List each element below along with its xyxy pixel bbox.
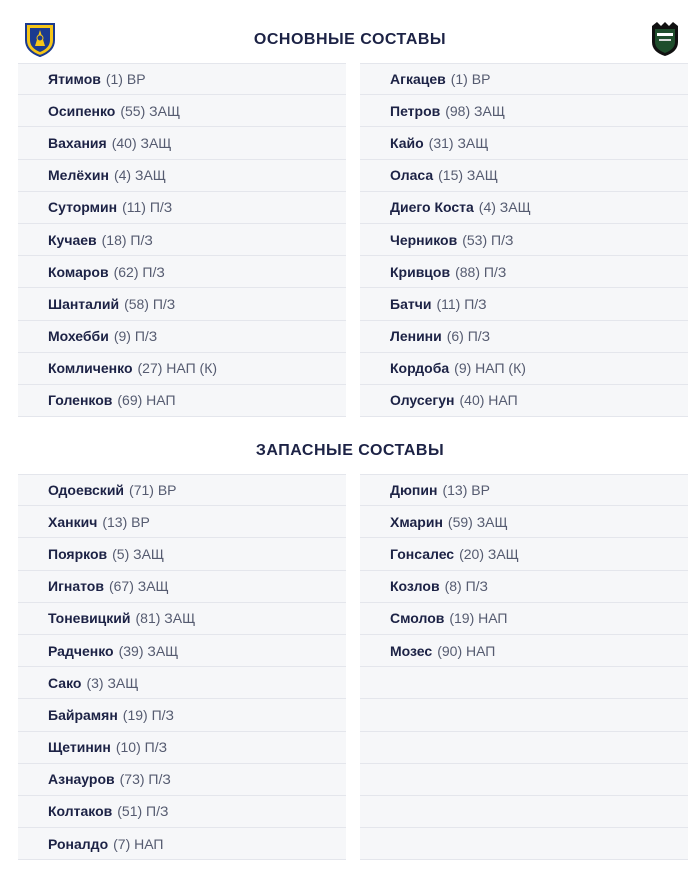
player-number-position: (7) НАП xyxy=(113,835,164,852)
player-number-position: (90) НАП xyxy=(437,642,496,659)
player-name: Петров xyxy=(390,102,441,119)
player-number-position: (1) ВР xyxy=(105,71,146,88)
player-number-position: (27) НАП (К) xyxy=(137,360,218,377)
player-name: Радченко xyxy=(48,642,114,659)
player-row xyxy=(360,127,688,159)
player-name: Диего Коста xyxy=(390,199,474,216)
player-row xyxy=(18,732,346,764)
player-name: Кривцов xyxy=(390,263,451,280)
player-row xyxy=(18,764,346,796)
player-number-position: (10) П/З xyxy=(115,739,168,756)
player-row xyxy=(18,63,346,95)
player-name: Черников xyxy=(390,231,458,248)
player-name: Колтаков xyxy=(48,803,113,820)
away-starters-list xyxy=(360,63,688,418)
player-row xyxy=(360,474,688,506)
player-number-position: (39) ЗАЩ xyxy=(118,642,179,659)
player-row xyxy=(18,603,346,635)
player-name: Агкацев xyxy=(390,71,446,88)
player-row xyxy=(360,160,688,192)
player-number-position: (98) ЗАЩ xyxy=(445,102,505,119)
player-number-position: (73) П/З xyxy=(119,771,171,788)
player-row xyxy=(360,603,688,635)
player-number-position: (9) НАП (К) xyxy=(454,360,526,377)
player-row xyxy=(360,63,688,95)
player-number-position: (31) ЗАЩ xyxy=(428,134,489,151)
player-number-position: (8) П/З xyxy=(444,578,488,595)
player-number-position: (19) НАП xyxy=(449,610,508,627)
player-number-position: (20) ЗАЩ xyxy=(459,545,519,562)
player-row xyxy=(18,538,346,570)
player-number-position: (4) ЗАЩ xyxy=(113,167,166,184)
player-name: Сако xyxy=(48,674,82,691)
substitutes-title: ЗАПАСНЫЕ СОСТАВЫ xyxy=(255,442,445,459)
player-name: Олусегун xyxy=(390,392,455,409)
player-row xyxy=(360,635,688,667)
player-number-position: (88) П/З xyxy=(455,263,507,280)
player-name: Игнатов xyxy=(48,578,104,595)
player-name: Ленини xyxy=(390,328,442,345)
player-name: Кордоба xyxy=(390,360,450,377)
player-name: Комаров xyxy=(48,263,109,280)
player-row xyxy=(18,321,346,353)
player-name: Мохебби xyxy=(48,328,109,345)
player-number-position: (19) П/З xyxy=(122,706,174,723)
player-row xyxy=(18,699,346,731)
player-row xyxy=(18,796,346,828)
player-number-position: (6) П/З xyxy=(446,328,491,345)
player-row xyxy=(360,699,688,731)
player-number-position: (15) ЗАЩ xyxy=(438,167,498,184)
player-row xyxy=(18,288,346,320)
player-name: Сутормин xyxy=(48,199,118,216)
player-name: Батчи xyxy=(390,295,432,312)
player-name: Шанталий xyxy=(48,295,120,312)
player-number-position: (4) ЗАЩ xyxy=(478,199,531,216)
player-row xyxy=(360,192,688,224)
player-row xyxy=(18,95,346,127)
fc-krasnodar-crest-icon xyxy=(645,18,685,58)
player-number-position: (58) П/З xyxy=(124,295,176,312)
player-name: Ханкич xyxy=(48,513,98,530)
player-row xyxy=(18,353,346,385)
player-row xyxy=(18,571,346,603)
player-name: Смолов xyxy=(390,610,445,627)
player-row xyxy=(360,796,688,828)
player-name: Гонсалес xyxy=(390,545,455,562)
player-row xyxy=(18,635,346,667)
player-row xyxy=(360,828,688,860)
player-number-position: (13) ВР xyxy=(102,513,150,530)
player-name: Голенков xyxy=(48,392,113,409)
player-row xyxy=(18,474,346,506)
player-row xyxy=(18,127,346,159)
player-row xyxy=(360,571,688,603)
player-number-position: (53) П/З xyxy=(462,231,514,248)
player-name: Оласа xyxy=(390,167,434,184)
player-number-position: (40) НАП xyxy=(459,392,518,409)
player-number-position: (1) ВР xyxy=(450,71,491,88)
home-substitutes-list xyxy=(18,474,346,862)
player-row xyxy=(360,224,688,256)
player-name: Поярков xyxy=(48,545,108,562)
player-name: Ятимов xyxy=(48,71,101,88)
player-row xyxy=(18,828,346,860)
player-number-position: (13) ВР xyxy=(442,482,490,499)
player-number-position: (62) П/З xyxy=(113,263,165,280)
player-name: Мелёхин xyxy=(48,167,109,184)
player-number-position: (18) П/З xyxy=(101,231,153,248)
player-number-position: (5) ЗАЩ xyxy=(112,545,165,562)
player-number-position: (67) ЗАЩ xyxy=(108,578,169,595)
player-number-position: (40) ЗАЩ xyxy=(111,134,172,151)
player-row xyxy=(360,353,688,385)
player-name: Вахания xyxy=(48,134,107,151)
player-name: Дюпин xyxy=(390,482,438,499)
player-row xyxy=(360,95,688,127)
player-name: Комличенко xyxy=(48,360,133,377)
player-name: Тоневицкий xyxy=(48,610,131,627)
player-number-position: (9) П/З xyxy=(113,328,158,345)
player-row xyxy=(360,667,688,699)
player-name: Байрамян xyxy=(48,706,118,723)
player-number-position: (11) П/З xyxy=(122,199,173,216)
player-number-position: (55) ЗАЩ xyxy=(120,102,181,119)
player-number-position: (51) П/З xyxy=(117,803,169,820)
player-number-position: (59) ЗАЩ xyxy=(447,513,508,530)
away-substitutes-list xyxy=(360,474,688,862)
player-row xyxy=(18,192,346,224)
player-row xyxy=(360,538,688,570)
player-row xyxy=(18,160,346,192)
player-name: Щетинин xyxy=(48,739,111,756)
player-name: Кайо xyxy=(390,134,424,151)
player-name: Хмарин xyxy=(390,513,443,530)
player-number-position: (3) ЗАЩ xyxy=(86,674,139,691)
player-row xyxy=(360,256,688,288)
player-number-position: (81) ЗАЩ xyxy=(135,610,196,627)
player-row xyxy=(360,764,688,796)
player-row xyxy=(360,506,688,538)
player-row xyxy=(18,667,346,699)
player-name: Кучаев xyxy=(48,231,97,248)
player-number-position: (11) П/З xyxy=(436,295,487,312)
player-row xyxy=(360,321,688,353)
player-row xyxy=(18,256,346,288)
starters-title: ОСНОВНЫЕ СОСТАВЫ xyxy=(253,31,447,48)
player-number-position: (71) ВР xyxy=(129,482,177,499)
player-row xyxy=(360,732,688,764)
player-name: Осипенко xyxy=(48,102,116,119)
player-row xyxy=(360,288,688,320)
player-name: Азнауров xyxy=(48,771,115,788)
player-row xyxy=(18,506,346,538)
player-name: Мозес xyxy=(390,642,433,659)
player-name: Козлов xyxy=(390,578,440,595)
home-starters-list xyxy=(18,63,346,418)
player-row xyxy=(360,385,688,417)
player-name: Одоевский xyxy=(48,482,125,499)
player-number-position: (69) НАП xyxy=(117,392,176,409)
player-name: Роналдо xyxy=(48,835,109,852)
player-row xyxy=(18,385,346,417)
player-row xyxy=(18,224,346,256)
